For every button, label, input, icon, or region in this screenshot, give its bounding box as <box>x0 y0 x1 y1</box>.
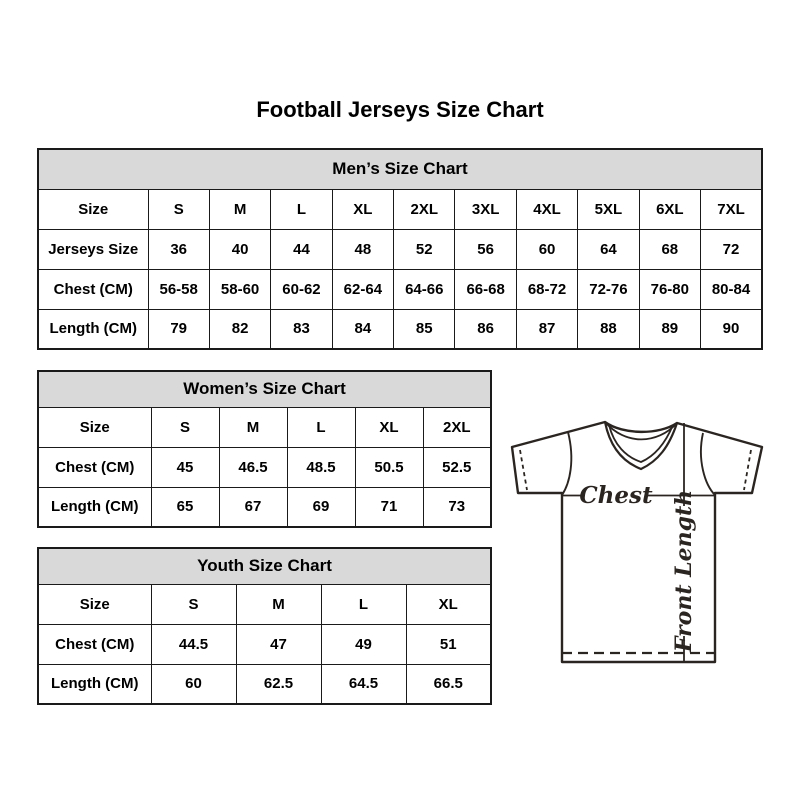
value-cell: 51 <box>406 624 491 664</box>
table-title: Youth Size Chart <box>38 548 491 584</box>
table-title-row <box>38 548 491 584</box>
value-cell: 82 <box>209 309 270 349</box>
value-cell: 85 <box>394 309 455 349</box>
value-cell: 72 <box>701 229 762 269</box>
value-cell: 5XL <box>578 189 639 229</box>
value-cell: 40 <box>209 229 270 269</box>
row-label-cell: Jerseys Size <box>38 229 148 269</box>
value-cell: 84 <box>332 309 393 349</box>
page-title: Football Jerseys Size Chart <box>256 97 544 122</box>
jersey-outline <box>512 422 762 662</box>
table-row <box>38 487 491 527</box>
value-cell: 68 <box>639 229 700 269</box>
value-cell: 64 <box>578 229 639 269</box>
table-row <box>38 269 762 309</box>
row-label-cell: Length (CM) <box>38 309 148 349</box>
row-label-cell: Chest (CM) <box>38 269 148 309</box>
value-cell: S <box>151 407 219 447</box>
value-cell: 46.5 <box>219 447 287 487</box>
table-row <box>38 189 762 229</box>
jersey-diagram-svg <box>495 395 775 687</box>
value-cell: XL <box>332 189 393 229</box>
value-cell: L <box>271 189 332 229</box>
value-cell: 67 <box>219 487 287 527</box>
value-cell: 60 <box>516 229 577 269</box>
value-cell: L <box>287 407 355 447</box>
value-cell: 7XL <box>701 189 762 229</box>
value-cell: 87 <box>516 309 577 349</box>
front-length-label: Front Length <box>671 489 697 653</box>
row-label-cell: Size <box>38 584 151 624</box>
value-cell: 60 <box>151 664 236 704</box>
row-label-cell: Chest (CM) <box>38 624 151 664</box>
table-row <box>38 309 762 349</box>
chest-label: Chest <box>579 482 653 509</box>
value-cell: 65 <box>151 487 219 527</box>
value-cell: 58-60 <box>209 269 270 309</box>
table-row <box>38 407 491 447</box>
value-cell: 3XL <box>455 189 516 229</box>
value-cell: 88 <box>578 309 639 349</box>
value-cell: 44.5 <box>151 624 236 664</box>
value-cell: 50.5 <box>355 447 423 487</box>
womens-size-table <box>37 370 492 528</box>
value-cell: 64-66 <box>394 269 455 309</box>
row-label-cell: Length (CM) <box>38 487 151 527</box>
value-cell: 76-80 <box>639 269 700 309</box>
value-cell: 86 <box>455 309 516 349</box>
value-cell: 83 <box>271 309 332 349</box>
value-cell: 47 <box>236 624 321 664</box>
value-cell: 90 <box>701 309 762 349</box>
table-row <box>38 624 491 664</box>
table-title: Men’s Size Chart <box>38 149 762 189</box>
mens-size-table <box>37 148 763 350</box>
value-cell: 2XL <box>423 407 491 447</box>
value-cell: 36 <box>148 229 209 269</box>
value-cell: 49 <box>321 624 406 664</box>
value-cell: 79 <box>148 309 209 349</box>
row-label-cell: Length (CM) <box>38 664 151 704</box>
value-cell: 64.5 <box>321 664 406 704</box>
value-cell: 62.5 <box>236 664 321 704</box>
table-title-row <box>38 149 762 189</box>
value-cell: 80-84 <box>701 269 762 309</box>
value-cell: XL <box>406 584 491 624</box>
value-cell: S <box>151 584 236 624</box>
value-cell: 62-64 <box>332 269 393 309</box>
value-cell: XL <box>355 407 423 447</box>
value-cell: 52 <box>394 229 455 269</box>
value-cell: 66-68 <box>455 269 516 309</box>
table-row <box>38 229 762 269</box>
table-title: Women’s Size Chart <box>38 371 491 407</box>
value-cell: 66.5 <box>406 664 491 704</box>
value-cell: 56 <box>455 229 516 269</box>
value-cell: 68-72 <box>516 269 577 309</box>
value-cell: 73 <box>423 487 491 527</box>
value-cell: 4XL <box>516 189 577 229</box>
row-label-cell: Chest (CM) <box>38 447 151 487</box>
jersey-measurement-diagram <box>495 395 775 687</box>
value-cell: 60-62 <box>271 269 332 309</box>
table-title-row <box>38 371 491 407</box>
value-cell: 48 <box>332 229 393 269</box>
table-row <box>38 584 491 624</box>
value-cell: 44 <box>271 229 332 269</box>
value-cell: 71 <box>355 487 423 527</box>
value-cell: M <box>219 407 287 447</box>
table-row <box>38 664 491 704</box>
youth-size-table <box>37 547 492 705</box>
value-cell: 69 <box>287 487 355 527</box>
value-cell: 52.5 <box>423 447 491 487</box>
value-cell: M <box>209 189 270 229</box>
value-cell: 56-58 <box>148 269 209 309</box>
row-label-cell: Size <box>38 407 151 447</box>
value-cell: M <box>236 584 321 624</box>
value-cell: 89 <box>639 309 700 349</box>
value-cell: 72-76 <box>578 269 639 309</box>
value-cell: 45 <box>151 447 219 487</box>
row-label-cell: Size <box>38 189 148 229</box>
value-cell: 6XL <box>639 189 700 229</box>
value-cell: 48.5 <box>287 447 355 487</box>
value-cell: 2XL <box>394 189 455 229</box>
value-cell: S <box>148 189 209 229</box>
table-row <box>38 447 491 487</box>
value-cell: L <box>321 584 406 624</box>
